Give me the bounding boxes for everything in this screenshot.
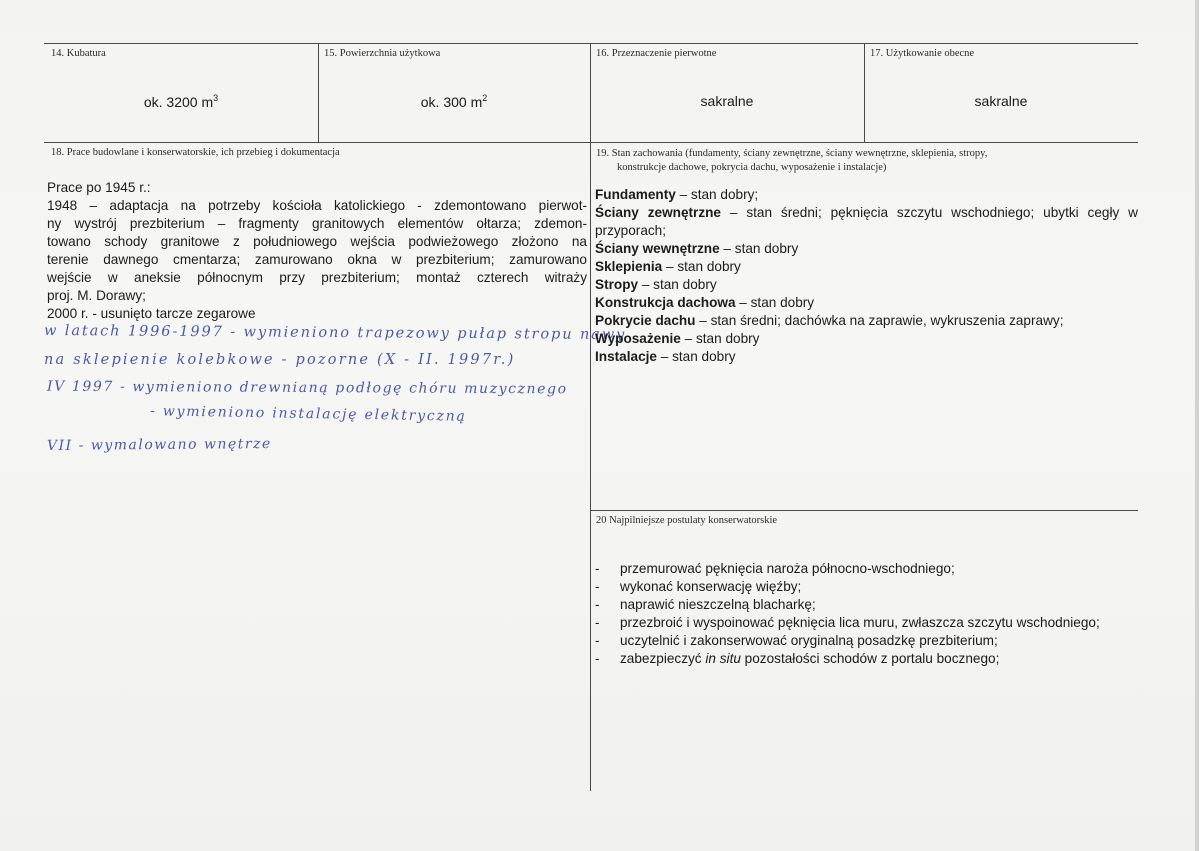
top-border [44,43,1138,44]
stan-item-text: – stan średni; pęknięcia szczytu wschodniego; ubytki cegły w przyporach; [595,205,1138,238]
stan-item-text: – stan dobry [719,241,799,256]
stan-item [595,204,1138,240]
list-dash: - [595,633,600,648]
stan-item-name: Instalacje [595,349,657,364]
list-dash: - [595,597,600,612]
postulat-text-after: pozostałości schodów z portalu bocznego; [740,651,1000,666]
stan-item-text: – stan dobry [735,295,815,310]
postulat-text: naprawić nieszczelną blacharkę; [620,597,816,612]
prace-text [47,179,587,323]
prace-line: 2000 r. - usunięto tarcze zegarowe [47,306,256,321]
kubatura-unit-sup: 3 [213,93,219,103]
handwritten-note: - wymieniono instalację elektryczną [149,403,467,425]
powierzchnia-value-text: ok. 300 m [420,94,483,110]
postulat-text: przezbroić i wyspoinować pęknięcia lica muru, zwłaszcza szczytu wschodniego; [620,615,1100,630]
powierzchnia-value [318,93,590,110]
powierzchnia-label: 15. Powierzchnia użytkowa [324,48,441,59]
kubatura-value-text: ok. 3200 m [143,94,214,110]
stan-item-name: Fundamenty [595,187,676,202]
stan-item-name: Sklepienia [595,259,663,274]
postulat-text: przemurować pęknięcia naroża północno-wschodniego; [620,561,955,576]
stan-label-line2: konstrukcje dachowe, pokrycia dachu, wyposażenie i instalacje) [617,162,887,173]
handwritten-note: IV 1997 - wymieniono drewnianą podłogę chóru muzycznego [46,378,568,398]
stan-item-text: – stan dobry; [675,187,759,202]
stan-item-name: Ściany wewnętrzne [595,241,720,256]
stan-item [595,312,1138,330]
przeznaczenie-label: 16. Przeznaczenie pierwotne [596,48,717,59]
kubatura-value [44,93,318,110]
prace-line: 1948 – adaptacja na potrzeby kościoła katolickiego - zdemontowano pierwot- [47,198,587,213]
col-divider-2 [590,43,591,791]
stan-item-text: – stan średni; dachówka na zaprawie, wykruszenia zaprawy; [695,313,1064,328]
row-divider [44,142,1138,143]
stan-item-name: Pokrycie dachu [595,313,696,328]
stan-item [595,330,1138,348]
przeznaczenie-value: sakralne [700,93,754,109]
stan-item [595,348,1138,366]
stan-list [595,186,1138,366]
list-dash: - [595,561,600,576]
list-dash: - [595,579,600,594]
kubatura-label: 14. Kubatura [51,48,106,59]
uzytkowanie-value: sakralne [974,93,1028,109]
postulaty-list [595,560,1138,668]
postulat-item [595,650,1138,668]
postulat-item [595,578,1138,596]
postulat-text-before: zabezpieczyć [620,651,706,666]
stan-item-name: Stropy [595,277,639,292]
prace-label: 18. Prace budowlane i konserwatorskie, ich przebieg i dokumentacja [51,147,340,158]
stan-label-line1: 19. Stan zachowania (fundamenty, ściany zewnętrzne, ściany wewnętrzne, sklepienia, stropy, [596,148,988,159]
uzytkowanie-label: 17. Użytkowanie obecne [870,48,975,59]
list-dash: - [595,615,600,630]
prace-line: terenie dawnego cmentarza; zamurowano okna w prezbiterium; zamurowano [47,252,587,267]
stan-item [595,186,1138,204]
prace-line: proj. M. Dorawy; [47,288,146,303]
postulat-text-italic: in situ [705,651,741,666]
stan-item-name: Ściany zewnętrzne [595,205,721,220]
powierzchnia-unit-sup: 2 [482,93,488,103]
stan-item-text: – stan dobry [662,259,741,274]
handwritten-note: VII - wymalowano wnętrze [46,436,272,454]
stan-item-text: – stan dobry [656,349,736,364]
stan-item-name: Wyposażenie [595,331,681,346]
postulat-text: wykonać konserwację więźby; [620,579,802,594]
sheet-edge [1195,0,1199,851]
section-divider-postulaty [590,510,1138,511]
postulat-item [595,614,1138,632]
postulat-item [595,560,1138,578]
postulat-text: uczytelnić i zakonserwować oryginalną posadzkę prezbiterium; [620,633,998,648]
handwritten-note: w latach 1996-1997 - wymieniono trapezowy pułap stropu nawy [43,322,627,344]
stan-item [595,276,1138,294]
postulat-item [595,596,1138,614]
prace-line: ny wystrój prezbiterium – fragmenty granitowych elementów ołtarza; zdemon- [47,216,587,231]
stan-item [595,258,1138,276]
stan-item-name: Konstrukcja dachowa [595,295,736,310]
prace-line: towano schody granitowe z południowego wejścia podwieżowego złożono na [47,234,587,249]
stan-item [595,294,1138,312]
prace-line: wejście w aneksie północnym przy prezbiterium; montaż czterech witraży [47,270,587,285]
handwritten-note: na sklepienie kolebkowe - pozorne (X - II. 1997r.) [44,352,516,368]
prace-heading: Prace po 1945 r.: [47,180,151,195]
list-dash: - [595,651,600,666]
stan-item-text: – stan dobry [680,331,760,346]
stan-item [595,240,1138,258]
stan-item-text: – stan dobry [638,277,717,292]
postulat-item [595,632,1138,650]
postulaty-label: 20 Najpilniejsze postulaty konserwatorskie [596,515,778,526]
